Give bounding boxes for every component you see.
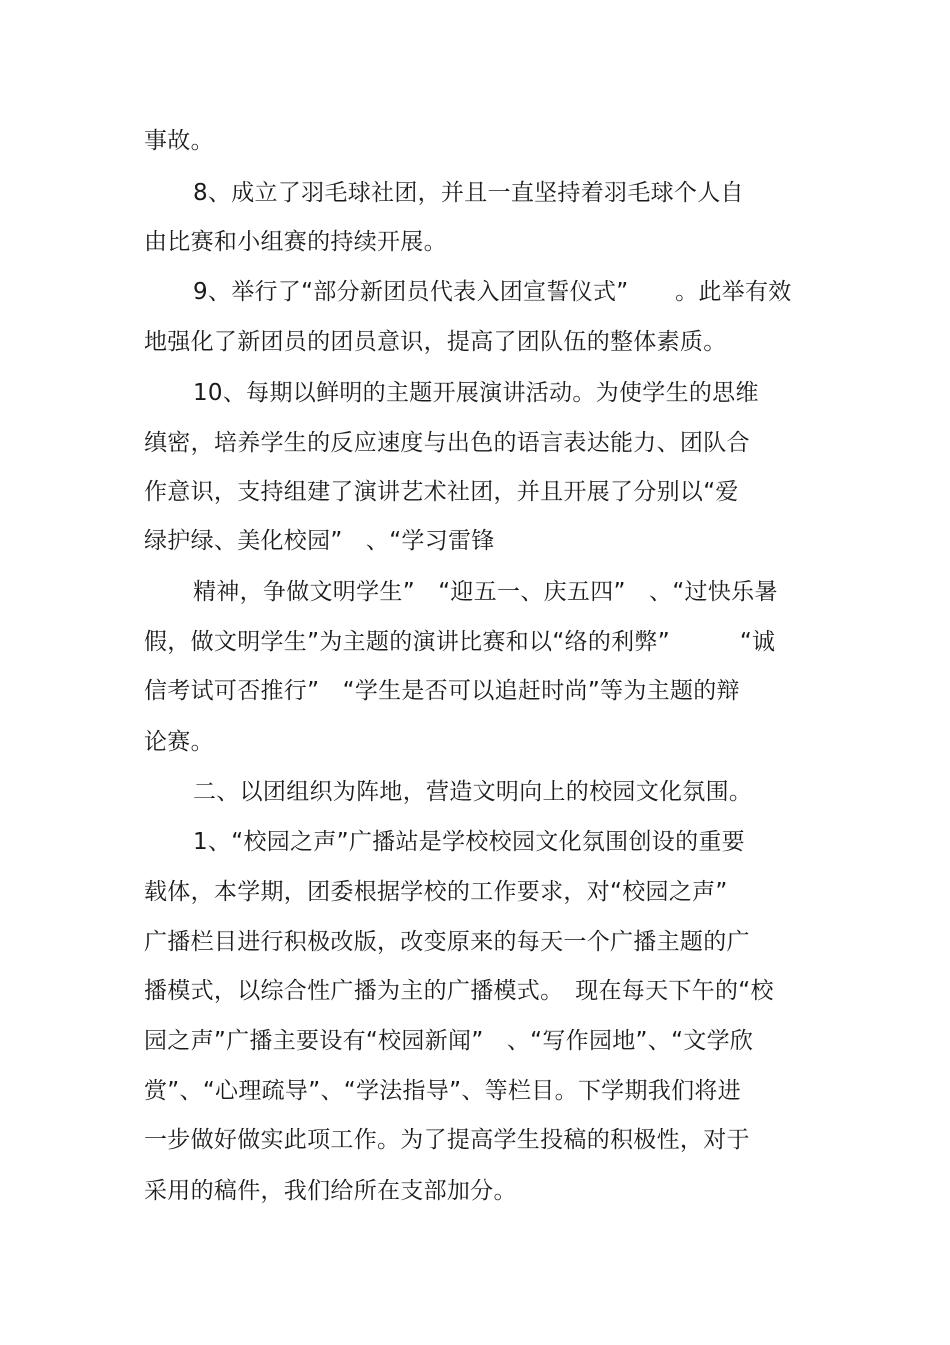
text-line: 论赛。 bbox=[144, 729, 214, 755]
text-line: 1、“校园之声”广播站是学校校园文化氛围创设的重要 bbox=[193, 829, 745, 855]
text-line: 8、成立了羽毛球社团，并且一直坚持着羽毛球个人自 bbox=[193, 180, 744, 206]
text-line: 10、每期以鲜明的主题开展演讲活动。为使学生的思维 bbox=[193, 380, 759, 406]
text-line: 赏”、“心理疏导”、“学法指导”、等栏目。下学期我们将进 bbox=[144, 1078, 741, 1104]
text-line: 缜密，培养学生的反应速度与出色的语言表达能力、团队合 bbox=[144, 430, 750, 456]
text-line: 作意识，支持组建了演讲艺术社团，并且开展了分别以“爱 bbox=[144, 479, 739, 505]
text-line: 地强化了新团员的团员意识，提高了团队伍的整体素质。 bbox=[144, 329, 727, 355]
text-line: 载体，本学期，团委根据学校的工作要求，对“校园之声” bbox=[144, 879, 728, 905]
text-line: 园之声”广播主要设有“校园新闻” 、“写作园地”、“文学欣 bbox=[144, 1028, 754, 1054]
text-line: 9、举行了“部分新团员代表入团宣誓仪式” 。此举有效 bbox=[193, 279, 792, 305]
text-line: 由比赛和小组赛的持续开展。 bbox=[144, 229, 447, 255]
text-line: 绿护绿、美化校园” 、“学习雷锋 bbox=[144, 528, 495, 554]
text-line: 播模式，以综合性广播为主的广播模式。 现在每天下午的“校 bbox=[144, 978, 774, 1004]
text-line: 精神，争做文明学生” “迎五一、庆五四” 、“过快乐暑 bbox=[193, 579, 778, 605]
text-line: 事故。 bbox=[144, 128, 214, 154]
text-line: 信考试可否推行” “学生是否可以追赶时尚”等为主题的辩 bbox=[144, 678, 740, 704]
text-line: 广播栏目进行积极改版，改变原来的每天一个广播主题的广 bbox=[144, 929, 750, 955]
text-line: 假，做文明学生”为主题的演讲比赛和以“络的利弊” “诚 bbox=[144, 629, 776, 655]
text-line: 一步做好做实此项工作。为了提高学生投稿的积极性，对于 bbox=[144, 1127, 750, 1153]
section-heading: 二、以团组织为阵地，营造文明向上的校园文化氛围。 bbox=[193, 779, 753, 805]
text-line: 采用的稿件，我们给所在支部加分。 bbox=[144, 1178, 517, 1204]
